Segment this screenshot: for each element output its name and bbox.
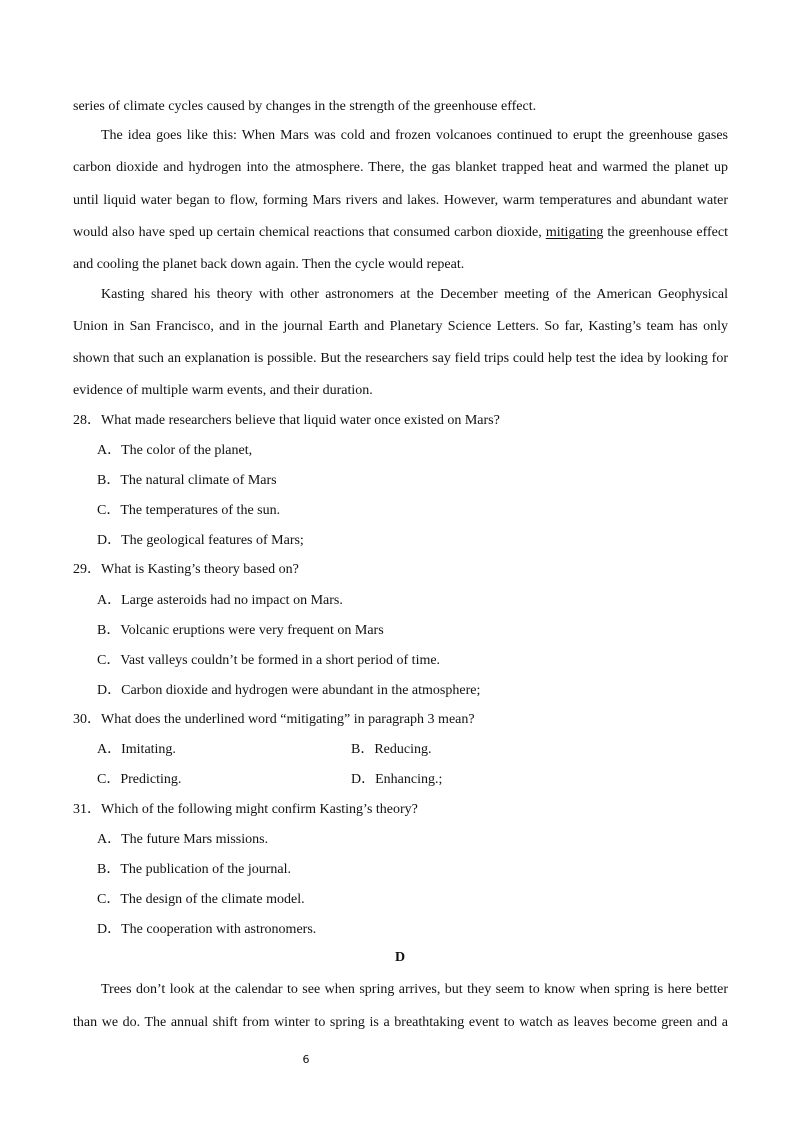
- question-30-option-d: D．Enhancing.;: [351, 772, 443, 787]
- question-31-option-b: B．The publication of the journal.: [97, 862, 292, 877]
- question-28-option-d: D．The geological features of Mars;: [97, 533, 304, 548]
- question-31-stem: 31．Which of the following might confirm Kasting’s theory?: [73, 802, 418, 817]
- question-31-option-c: C．The design of the climate model.: [97, 892, 305, 907]
- question-28-option-b: B．The natural climate of Mars: [97, 473, 277, 488]
- passage-c-line: series of climate cycles caused by changes in the strength of the greenhouse effect.: [73, 99, 537, 114]
- passage-d-line: than we do. The annual shift from winter to spring is a breathtaking event to watch as leaves become green and a: [73, 1015, 728, 1030]
- text-before-underline: would also have sped up certain chemical reactions that consumed carbon dioxide,: [73, 225, 546, 240]
- question-30-option-c: C．Predicting.: [97, 772, 182, 787]
- question-29-option-c: C．Vast valleys couldn’t be formed in a short period of time.: [97, 653, 441, 668]
- question-31-option-a: A．The future Mars missions.: [97, 832, 269, 847]
- question-31-option-d: D．The cooperation with astronomers.: [97, 922, 317, 937]
- passage-c-paragraph-2-line: [73, 224, 728, 242]
- passage-c-paragraph-3-line: Union in San Francisco, and in the journal Earth and Planetary Science Letters. So far, Kasting’s team has only: [73, 319, 728, 334]
- question-28-stem: 28．What made researchers believe that liquid water once existed on Mars?: [73, 413, 500, 428]
- underlined-word-mitigating: mitigating: [545, 225, 604, 240]
- passage-c-paragraph-2-line: and cooling the planet back down again. Then the cycle would repeat.: [73, 257, 465, 272]
- passage-c-paragraph-2-line: carbon dioxide and hydrogen into the atmosphere. There, the gas blanket trapped heat and warmed the planet up: [73, 160, 728, 175]
- question-30-option-a: A．Imitating.: [97, 742, 176, 757]
- passage-d-line: Trees don’t look at the calendar to see when spring arrives, but they seem to know when spring is here better: [101, 982, 728, 997]
- question-30-option-b: B．Reducing.: [351, 742, 432, 757]
- question-28-option-c: C．The temperatures of the sun.: [97, 503, 281, 518]
- passage-c-paragraph-3-line: Kasting shared his theory with other astronomers at the December meeting of the American Geophysical: [101, 287, 728, 302]
- question-30-stem: 30．What does the underlined word “mitigating” in paragraph 3 mean?: [73, 712, 475, 727]
- question-29-option-a: A．Large asteroids had no impact on Mars.: [97, 593, 343, 608]
- question-29-option-d: D．Carbon dioxide and hydrogen were abundant in the atmosphere;: [97, 683, 481, 698]
- page-number: 6: [302, 1053, 310, 1066]
- question-29-option-b: B．Volcanic eruptions were very frequent on Mars: [97, 623, 384, 638]
- passage-d-heading: D: [394, 950, 406, 965]
- text-after-underline: the greenhouse effect: [603, 225, 729, 240]
- passage-c-paragraph-3-line: shown that such an explanation is possible. But the researchers say field trips could help test the idea by looking for: [73, 351, 728, 366]
- passage-c-paragraph-3-line: evidence of multiple warm events, and their duration.: [73, 383, 373, 398]
- passage-c-paragraph-2-line: until liquid water began to flow, forming Mars rivers and lakes. However, warm temperatures and abundant water: [73, 193, 728, 208]
- passage-c-paragraph-2-line: The idea goes like this: When Mars was cold and frozen volcanoes continued to erupt the greenhouse gases: [101, 128, 728, 143]
- question-28-option-a: A．The color of the planet,: [97, 443, 253, 458]
- question-29-stem: 29．What is Kasting’s theory based on?: [73, 562, 299, 577]
